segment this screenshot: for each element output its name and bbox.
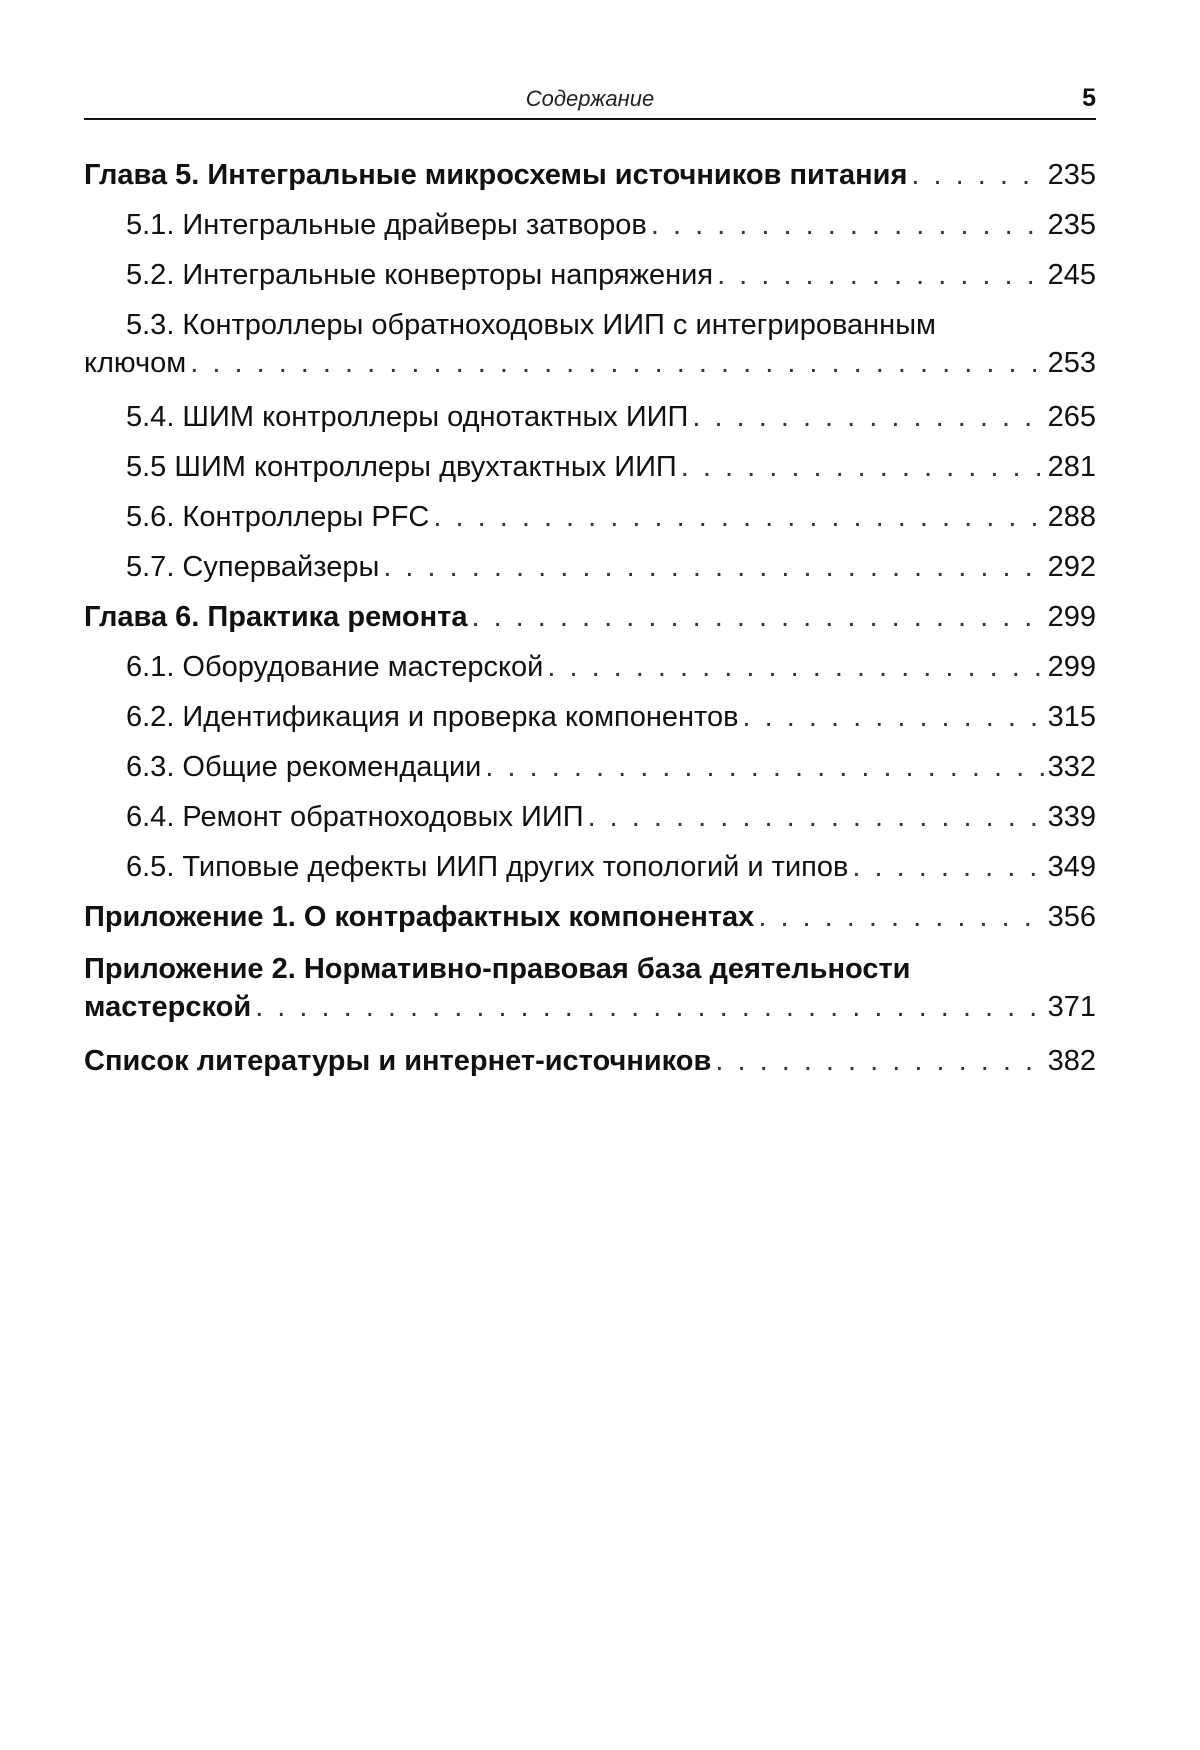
dot-leader (692, 392, 1043, 442)
toc-entry-6-5 (84, 842, 1096, 892)
table-of-contents (84, 150, 1096, 1086)
toc-entry-6-3 (84, 742, 1096, 792)
toc-entry-label: 5.6. Контроллеры PFC (126, 501, 430, 533)
toc-entry-page: 349 (1047, 851, 1096, 883)
toc-entry-label: 5.4. ШИМ контроллеры однотактных ИИП (126, 401, 689, 433)
dot-leader (651, 200, 1044, 250)
toc-entry-label: 5.5 ШИМ контроллеры двухтактных ИИП (126, 451, 677, 483)
dot-leader (681, 442, 1044, 492)
toc-entry-6-4 (84, 792, 1096, 842)
toc-entry-page: 245 (1047, 259, 1096, 291)
toc-entry-label: 6.3. Общие рекомендации (126, 751, 482, 783)
toc-entry-label: Приложение 2. Нормативно-правовая база деятельности (84, 953, 911, 985)
toc-entry-label: Глава 6. Практика ремонта (84, 601, 468, 633)
dot-leader (433, 492, 1043, 542)
dot-leader (471, 592, 1043, 642)
dot-leader (852, 842, 1043, 892)
toc-entry-page: 356 (1047, 901, 1096, 933)
toc-entry-continuation (84, 344, 1096, 382)
dot-leader (588, 792, 1044, 842)
dot-leader (547, 642, 1043, 692)
header-rule (84, 118, 1096, 120)
dot-leader (715, 1036, 1043, 1086)
toc-entry-label-continued: ключом (84, 347, 187, 379)
toc-entry-label: 6.1. Оборудование мастерской (126, 651, 544, 683)
toc-entry-page: 299 (1047, 601, 1096, 633)
toc-entry-6-2 (84, 692, 1096, 742)
dot-leader (911, 150, 1043, 200)
toc-entry-appendix-2 (84, 950, 1096, 1026)
toc-entry-label: Глава 5. Интегральные микросхемы источников питания (84, 159, 908, 191)
toc-entry-5-4 (84, 392, 1096, 442)
toc-entry-label: 5.3. Контроллеры обратноходовых ИИП с интегрированным (126, 309, 936, 341)
page-number: 5 (1082, 84, 1096, 112)
toc-entry-label: Приложение 1. О контрафактных компонентах (84, 901, 755, 933)
toc-entry-page: 288 (1047, 501, 1096, 533)
toc-entry-page: 292 (1047, 551, 1096, 583)
toc-entry-label: 6.5. Типовые дефекты ИИП других топологий и типов (126, 851, 849, 883)
toc-entry-label: 5.2. Интегральные конверторы напряжения (126, 259, 714, 291)
dot-leader (758, 892, 1043, 942)
toc-entry-page: 382 (1047, 1045, 1096, 1077)
running-header-title: Содержание (525, 86, 655, 111)
toc-entry-label: 6.2. Идентификация и проверка компонентов (126, 701, 739, 733)
dot-leader (743, 692, 1044, 742)
dot-leader (717, 250, 1044, 300)
dot-leader (383, 542, 1043, 592)
toc-entry-continuation (84, 988, 1096, 1026)
toc-entry-5-6 (84, 492, 1096, 542)
toc-entry-5-1 (84, 200, 1096, 250)
toc-entry-appendix-1 (84, 892, 1096, 942)
toc-entry-page: 339 (1047, 801, 1096, 833)
toc-entry-references (84, 1036, 1096, 1086)
toc-entry-page: 281 (1047, 451, 1096, 483)
toc-entry-page: 332 (1047, 751, 1096, 783)
toc-entry-5-5 (84, 442, 1096, 492)
toc-entry-page: 265 (1047, 401, 1096, 433)
toc-entry-5-2 (84, 250, 1096, 300)
toc-entry-label-continued: мастерской (84, 991, 252, 1023)
dot-leader (485, 742, 1043, 792)
toc-entry-chapter-6 (84, 592, 1096, 642)
toc-entry-page: 315 (1047, 701, 1096, 733)
toc-entry-chapter-5 (84, 150, 1096, 200)
running-header (84, 84, 1096, 118)
toc-entry-5-7 (84, 542, 1096, 592)
toc-entry-5-3 (84, 306, 1096, 382)
toc-entry-label: Список литературы и интернет-источников (84, 1045, 712, 1077)
toc-entry-page: 371 (1047, 991, 1096, 1023)
toc-entry-label: 5.1. Интегральные драйверы затворов (126, 209, 647, 241)
dot-leader (190, 344, 1043, 382)
toc-entry-page: 253 (1047, 347, 1096, 379)
dot-leader (255, 988, 1043, 1026)
toc-entry-page: 299 (1047, 651, 1096, 683)
toc-entry-label: 6.4. Ремонт обратноходовых ИИП (126, 801, 584, 833)
toc-entry-page: 235 (1047, 209, 1096, 241)
toc-entry-label: 5.7. Супервайзеры (126, 551, 380, 583)
toc-entry-page: 235 (1047, 159, 1096, 191)
toc-entry-6-1 (84, 642, 1096, 692)
